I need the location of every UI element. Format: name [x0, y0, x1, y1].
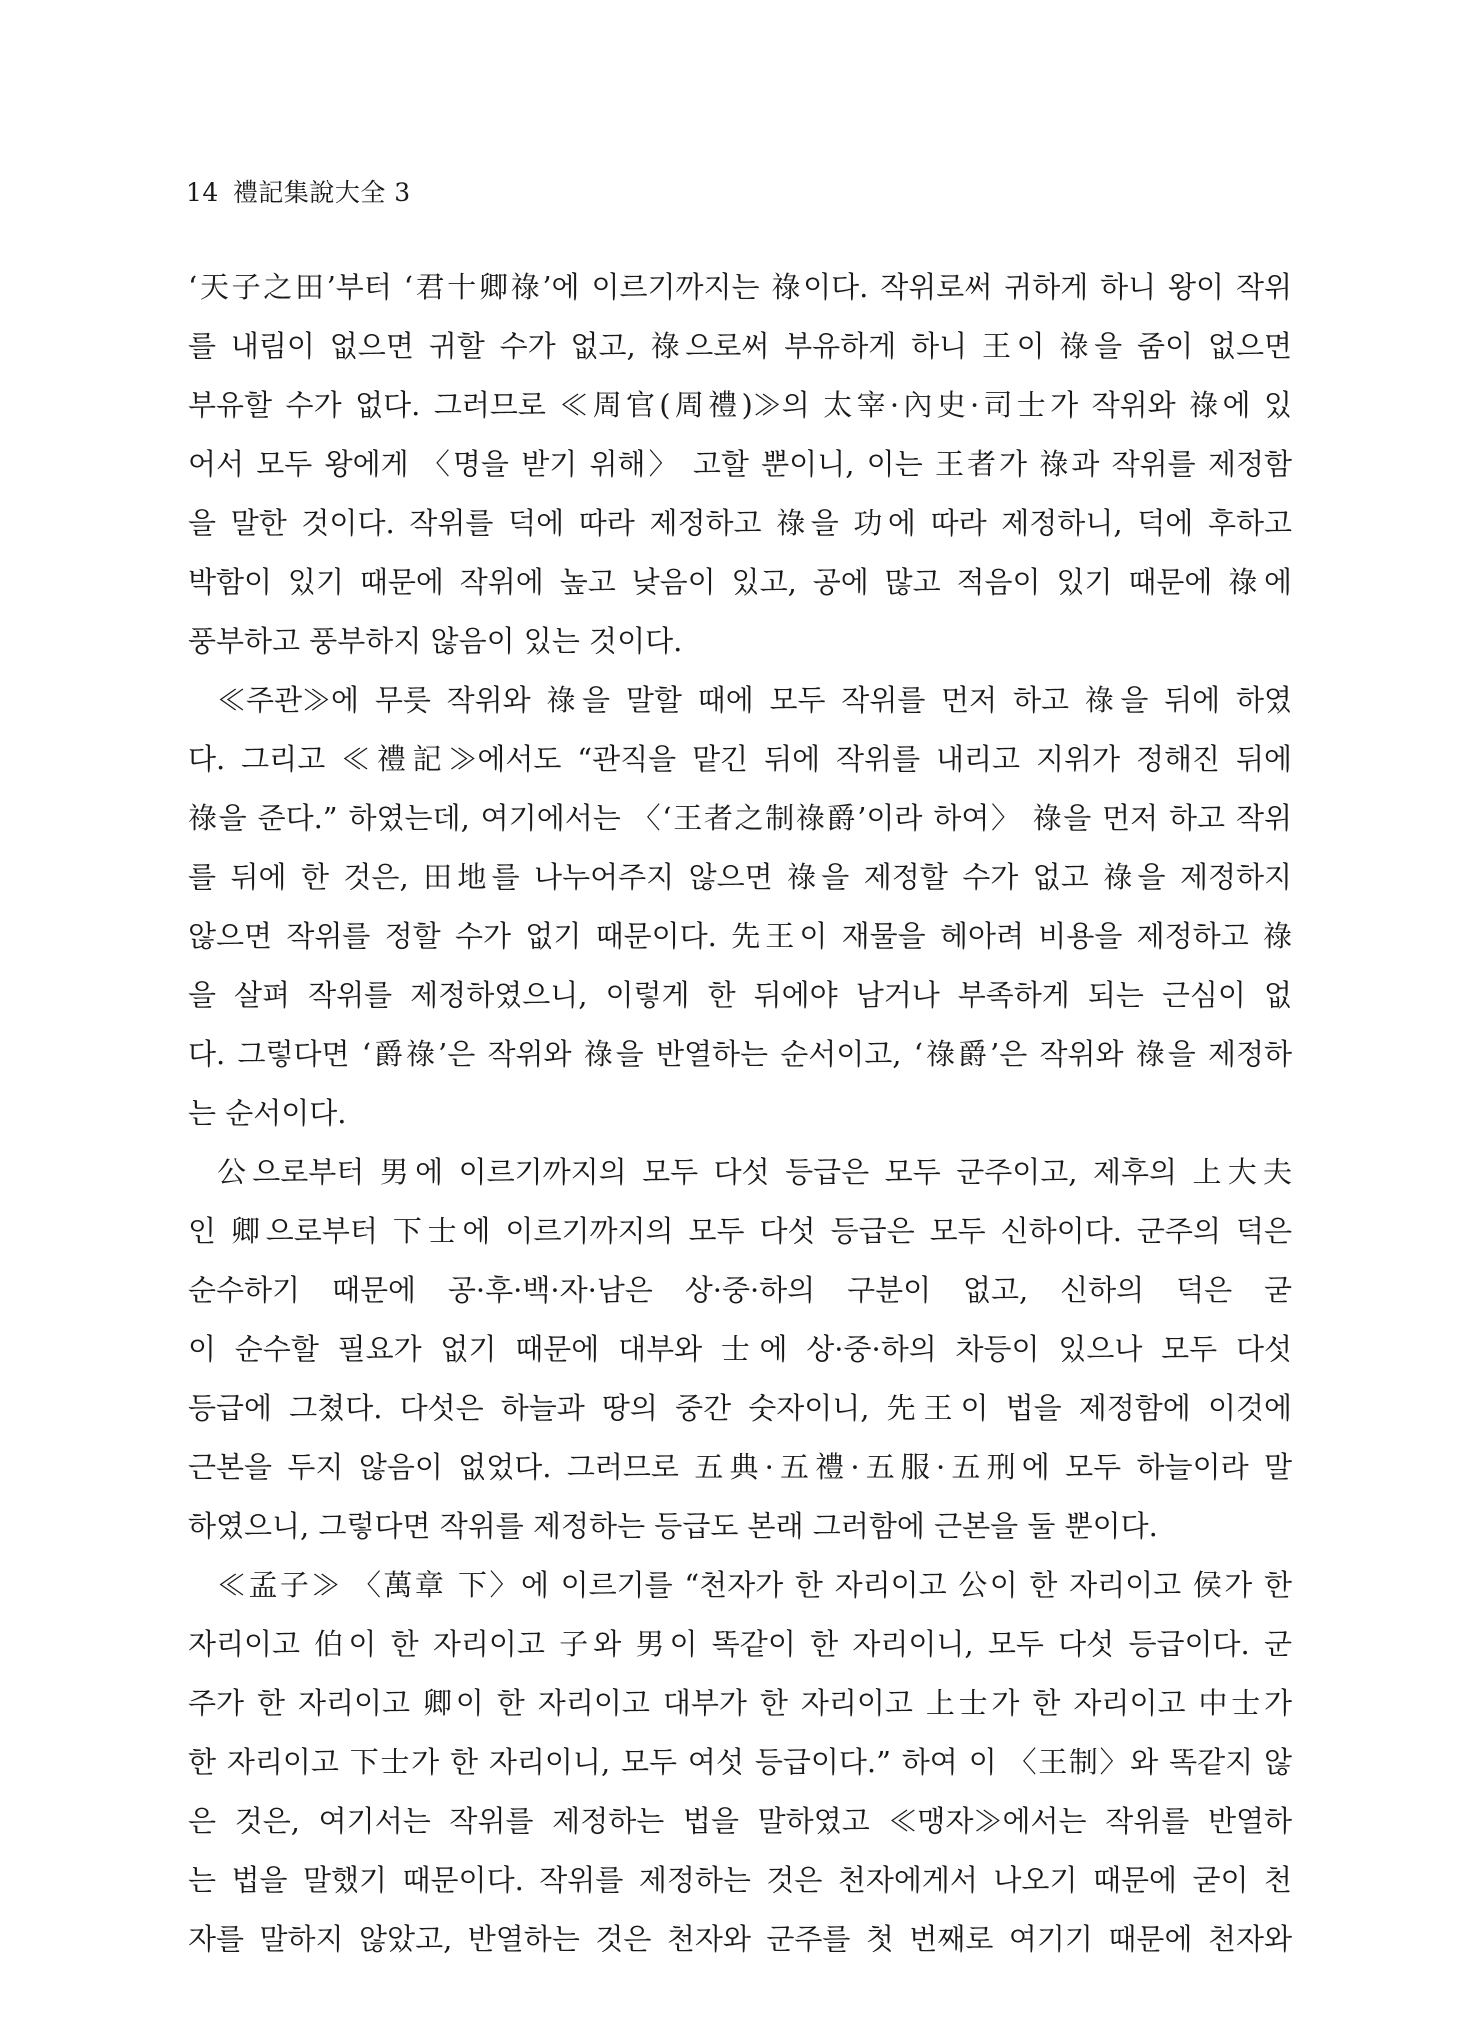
page-number: 14 — [186, 178, 219, 207]
text-line: 어서 모두 왕에게 〈명을 받기 위해〉 고할 뿐이니, 이는 王者가 祿과 작위를 제정함 — [188, 447, 1292, 481]
text-line: 풍부하고 풍부하지 않음이 있는 것이다. — [188, 624, 683, 658]
text-line: ≪孟子≫ 〈萬章 下〉에 이르기를 “천자가 한 자리이고 公이 한 자리이고 侯가 한 — [217, 1568, 1292, 1602]
text-line: 근본을 두지 않음이 없었다. 그러므로 五典·五禮·五服·五刑에 모두 하늘이라 말 — [188, 1450, 1292, 1484]
text-line: 다. 그리고 ≪禮記≫에서도 “관직을 맡긴 뒤에 작위를 내리고 지위가 정해진 뒤에 — [188, 742, 1292, 776]
text-line: ‘天子之田’부터 ‘君十卿祿’에 이르기까지는 祿이다. 작위로써 귀하게 하니 왕이 작위 — [188, 270, 1292, 304]
text-line: 박함이 있기 때문에 작위에 높고 낮음이 있고, 공에 많고 적음이 있기 때문에 祿에 — [188, 565, 1292, 599]
text-line: 등급에 그쳤다. 다섯은 하늘과 땅의 중간 숫자이니, 先王이 법을 제정함에 이것에 — [188, 1391, 1292, 1425]
text-line: ≪주관≫에 무릇 작위와 祿을 말할 때에 모두 작위를 먼저 하고 祿을 뒤에 하였 — [217, 683, 1292, 717]
text-line: 다. 그렇다면 ‘爵祿’은 작위와 祿을 반열하는 순서이고, ‘祿爵’은 작위와 祿을 제정하 — [188, 1037, 1292, 1071]
text-line: 순수하기 때문에 공·후·백·자·남은 상·중·하의 구분이 없고, 신하의 덕은 굳 — [188, 1273, 1292, 1307]
text-line: 인 卿으로부터 下士에 이르기까지의 모두 다섯 등급은 모두 신하이다. 군주의 덕은 — [188, 1214, 1292, 1248]
text-line: 하였으니, 그렇다면 작위를 제정하는 등급도 본래 그러함에 근본을 둘 뿐이다. — [188, 1509, 1158, 1543]
text-line: 자리이고 伯이 한 자리이고 子와 男이 똑같이 한 자리이니, 모두 다섯 등급이다. 군 — [188, 1627, 1292, 1661]
text-line: 을 말한 것이다. 작위를 덕에 따라 제정하고 祿을 功에 따라 제정하니, 덕에 후하고 — [188, 506, 1292, 540]
text-line: 한 자리이고 下士가 한 자리이니, 모두 여섯 등급이다.” 하여 이 〈王制〉와 똑같지 않 — [188, 1745, 1292, 1779]
text-line: 은 것은, 여기서는 작위를 제정하는 법을 말하였고 ≪맹자≫에서는 작위를 반열하 — [188, 1804, 1292, 1838]
text-line: 를 내림이 없으면 귀할 수가 없고, 祿으로써 부유하게 하니 王이 祿을 줌이 없으면 — [188, 329, 1292, 363]
text-line: 자를 말하지 않았고, 반열하는 것은 천자와 군주를 첫 번째로 여기기 때문에 천자와 — [188, 1922, 1292, 1956]
text-line: 는 순서이다. — [188, 1096, 347, 1130]
text-line: 주가 한 자리이고 卿이 한 자리이고 대부가 한 자리이고 上士가 한 자리이고 中士가 — [188, 1686, 1292, 1720]
body-text — [188, 258, 1292, 1969]
running-header — [186, 178, 411, 208]
text-line: 祿을 준다.” 하였는데, 여기에서는 〈‘王者之制祿爵’이라 하여〉 祿을 먼저 하고 작위 — [188, 801, 1292, 835]
text-line: 公으로부터 男에 이르기까지의 모두 다섯 등급은 모두 군주이고, 제후의 上大夫 — [217, 1155, 1292, 1189]
text-line: 을 살펴 작위를 제정하였으니, 이렇게 한 뒤에야 남거나 부족하게 되는 근심이 없 — [188, 978, 1292, 1012]
book-title: 禮記集說大全 3 — [232, 178, 411, 207]
text-line: 부유할 수가 없다. 그러므로 ≪周官(周禮)≫의 太宰·內史·司士가 작위와 祿에 있 — [188, 388, 1292, 422]
text-line: 를 뒤에 한 것은, 田地를 나누어주지 않으면 祿을 제정할 수가 없고 祿을 제정하지 — [188, 860, 1292, 894]
text-line: 는 법을 말했기 때문이다. 작위를 제정하는 것은 천자에게서 나오기 때문에 굳이 천 — [188, 1863, 1292, 1897]
text-line: 않으면 작위를 정할 수가 없기 때문이다. 先王이 재물을 헤아려 비용을 제정하고 祿 — [188, 919, 1292, 953]
text-line: 이 순수할 필요가 없기 때문에 대부와 士에 상·중·하의 차등이 있으나 모두 다섯 — [188, 1332, 1292, 1366]
